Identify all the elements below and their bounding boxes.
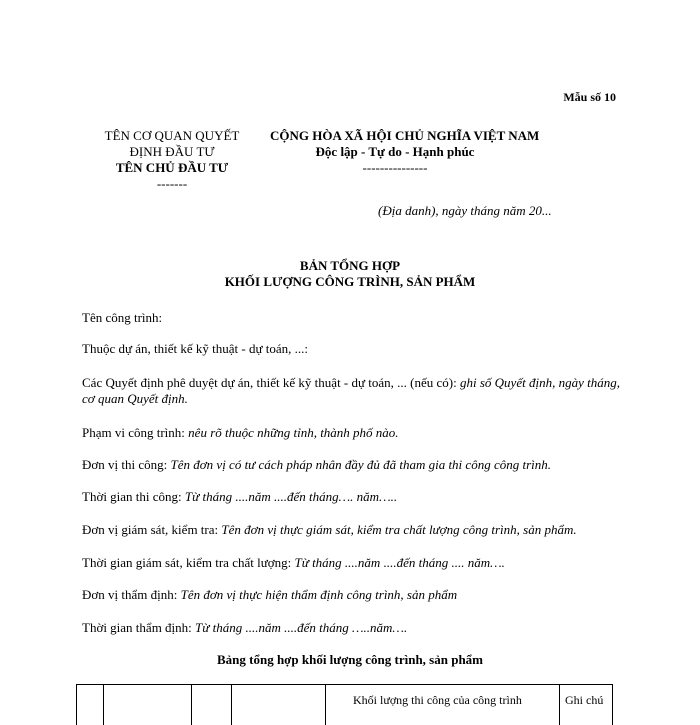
table-column-divider <box>103 685 104 725</box>
field-construction-time <box>82 489 397 505</box>
field-value: Từ tháng ....năm ....đến tháng…. năm….. <box>184 489 398 504</box>
agency-name-line1: TÊN CƠ QUAN QUYẾT <box>104 128 240 143</box>
field-value: ghi số Quyết định, ngày tháng, cơ quan Quyết định. <box>82 375 620 406</box>
place-date: (Địa danh), ngày tháng năm 20... <box>378 203 552 218</box>
summary-table <box>76 684 613 725</box>
table-column-divider <box>612 685 613 725</box>
national-motto: Độc lập - Tự do - Hạnh phúc <box>315 144 475 159</box>
field-approval-decisions <box>82 375 622 407</box>
field-supervisor <box>82 522 577 538</box>
field-label: Đơn vị thi công: <box>82 457 171 472</box>
field-label: Thuộc dự án, thiết kế kỹ thuật - dự toán, ...: <box>82 341 309 356</box>
table-column-divider <box>325 685 326 725</box>
table-title: Bảng tổng hợp khối lượng công trình, sản phẩm <box>216 652 484 667</box>
table-column-divider <box>559 685 560 725</box>
table-column-divider <box>191 685 192 725</box>
field-label: Tên công trình: <box>82 310 163 325</box>
document-title <box>150 258 550 290</box>
field-value: Từ tháng ....năm ....đến tháng …..năm…. <box>195 620 408 635</box>
form-number: Mẫu số 10 <box>563 90 616 104</box>
investor-name: TÊN CHỦ ĐẦU TƯ <box>115 160 229 175</box>
document-title-line1: BẢN TỔNG HỢP <box>299 258 401 273</box>
table-column-divider <box>231 685 232 725</box>
field-label: Phạm vi công trình: <box>82 425 189 440</box>
field-value: Tên đơn vị có tư cách pháp nhân đầy đủ đã tham gia thi công công trình. <box>170 457 551 472</box>
field-contractor <box>82 457 551 473</box>
agency-name-line2: ĐỊNH ĐẦU TƯ <box>129 144 215 159</box>
field-label: Thời gian giám sát, kiểm tra chất lượng: <box>82 555 295 570</box>
field-appraisal-time <box>82 620 407 636</box>
field-scope <box>82 425 399 441</box>
field-label: Thời gian thẩm định: <box>82 620 196 635</box>
field-label: Các Quyết định phê duyệt dự án, thiết kế kỹ thuật - dự toán, ... (nếu có): <box>82 375 460 390</box>
field-appraiser <box>82 587 457 603</box>
table-header-quantity: Khối lượng thi công của công trình <box>353 693 522 707</box>
field-supervision-time <box>82 555 505 571</box>
field-value: Từ tháng ....năm ....đến tháng .... năm…. <box>294 555 505 570</box>
field-label: Thời gian thi công: <box>82 489 185 504</box>
document-title-line2: KHỐI LƯỢNG CÔNG TRÌNH, SẢN PHẨM <box>224 274 476 289</box>
agency-rule: ------- <box>156 176 188 191</box>
national-header <box>270 128 540 176</box>
national-title: CỘNG HÒA XÃ HỘI CHỦ NGHĨA VIỆT NAM <box>270 128 540 143</box>
table-header-notes: Ghi chú <box>565 693 604 707</box>
field-value: nêu rõ thuộc những tỉnh, thành phố nào. <box>188 425 399 440</box>
field-project-name <box>82 310 162 326</box>
field-label: Đơn vị giám sát, kiểm tra: <box>82 522 222 537</box>
agency-block <box>92 128 252 192</box>
field-project-belongs <box>82 341 308 357</box>
field-value: Tên đơn vị thực hiện thẩm định công trình, sản phẩm <box>180 587 458 602</box>
field-label: Đơn vị thẩm định: <box>82 587 181 602</box>
field-value: Tên đơn vị thực giám sát, kiểm tra chất lượng công trình, sản phẩm. <box>221 522 577 537</box>
national-rule: --------------- <box>362 160 428 175</box>
